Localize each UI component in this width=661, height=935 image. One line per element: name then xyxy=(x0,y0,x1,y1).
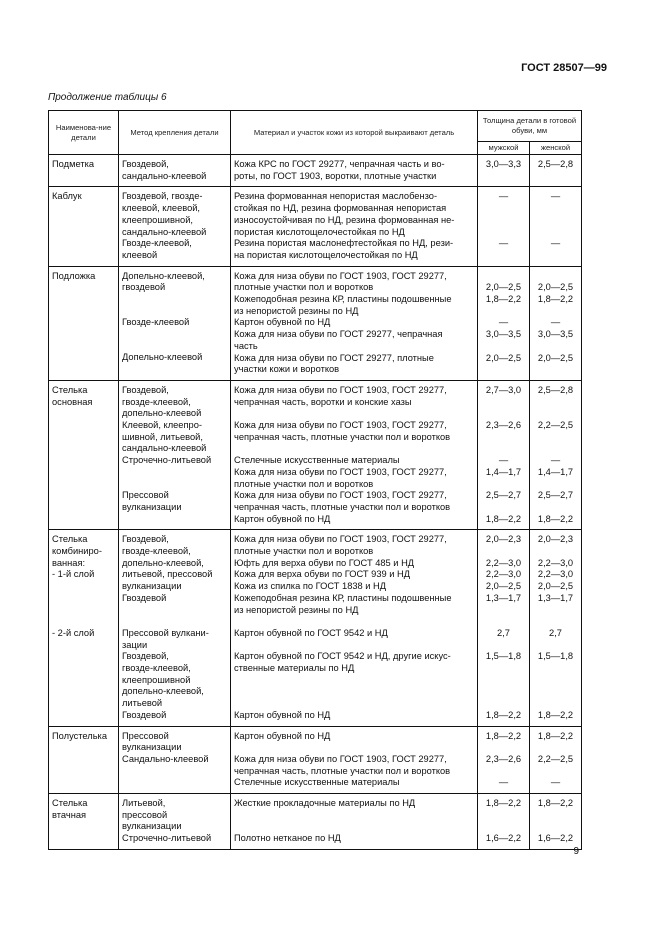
cell-text-line: 1,8—2,2 xyxy=(537,294,574,305)
cell-text-line: Картон обувной по НД xyxy=(234,317,331,328)
cell-text-line xyxy=(533,226,578,238)
cell-text-line xyxy=(481,443,526,455)
cell-text-line: литьевой xyxy=(122,698,163,709)
cell-text-line: Юфть для верха обуви по ГОСТ 485 и НД xyxy=(234,557,415,568)
cell-text-line xyxy=(533,675,578,687)
cell-text-line: 2,0—2,5 xyxy=(485,282,522,293)
cell-text-line xyxy=(234,443,474,455)
cell-text-line: Кожа для низа обуви по ГОСТ 1903, ГОСТ 29277, xyxy=(234,753,447,764)
cell-text-line: Каблук xyxy=(52,191,82,202)
cell-text-line: Кожа для низа обуви по ГОСТ 1903, ГОСТ 29277, xyxy=(234,490,447,501)
cell-text-line: вулканизации xyxy=(122,821,182,832)
cell-text-line: Кожа для низа обуви по ГОСТ 1903, ГОСТ 29277, xyxy=(234,420,447,431)
cell-text-line: Клеевой, клеепро- xyxy=(122,420,202,431)
cell-text-line xyxy=(122,294,227,306)
cell-text-line xyxy=(52,593,115,605)
cell-text-line xyxy=(122,514,227,526)
cell-text-line: 2,2—2,5 xyxy=(537,753,574,764)
cell-text-line xyxy=(481,675,526,687)
cell-text-line: 1,8—2,2 xyxy=(537,798,574,809)
cell-text-line: допельно-клеевой xyxy=(122,408,202,419)
method-cell xyxy=(119,380,231,529)
female-thickness-cell xyxy=(530,187,582,266)
cell-text-line: — xyxy=(498,191,509,202)
cell-text-line xyxy=(234,408,474,420)
cell-text-line xyxy=(481,605,526,617)
cell-text-line: 2,0—2,5 xyxy=(485,352,522,363)
cell-text-line: - 2-й слой xyxy=(52,627,95,638)
cell-text-line: Прессовой xyxy=(122,490,169,501)
cell-text-line: Кожа для низа обуви по ГОСТ 1903, ГОСТ 29277, xyxy=(234,270,447,281)
cell-text-line: вулканизации xyxy=(122,501,182,512)
header-thickness: Толщина детали в готовой обуви, мм xyxy=(478,111,582,142)
cell-text-line xyxy=(122,341,227,353)
cell-text-line: шивной, литьевой, xyxy=(122,431,203,442)
cell-text-line: допельно-клеевой, xyxy=(122,686,204,697)
cell-text-line: Картон обувной по НД xyxy=(234,513,331,524)
cell-text-line xyxy=(52,640,115,652)
cell-text-line xyxy=(533,364,578,376)
header-name: Наименова-ние детали xyxy=(49,111,119,155)
cell-text-line xyxy=(481,203,526,215)
cell-text-line: Резина формованная непористая маслобензо- xyxy=(234,191,438,202)
cell-text-line: 2,0—2,5 xyxy=(485,581,522,592)
table-row xyxy=(49,726,582,794)
cell-text-line: Кожа КРС по ГОСТ 29277, чепрачная часть и во- xyxy=(234,159,445,169)
cell-text-line: вулканизации xyxy=(122,742,182,753)
table-row xyxy=(49,187,582,266)
female-thickness-cell xyxy=(530,380,582,529)
cell-text-line: чепрачная часть, плотные участки пол и воротков xyxy=(234,765,451,776)
cell-text-line xyxy=(533,810,578,822)
cell-text-line: сандально-клеевой xyxy=(122,443,207,454)
cell-text-line xyxy=(52,605,115,617)
cell-text-line: 1,3—1,7 xyxy=(537,592,574,603)
cell-text-line: Стелька xyxy=(52,384,88,395)
header-material: Материал и участок кожи из которой выкраивают деталь xyxy=(231,111,478,155)
material-cell xyxy=(231,794,478,850)
cell-text-line: Допельно-клеевой, xyxy=(122,270,205,281)
page-number: 9 xyxy=(573,846,579,857)
cell-text-line: гвоздевой xyxy=(122,282,166,293)
cell-text-line: — xyxy=(498,455,509,466)
cell-text-line: Прессовой вулкани- xyxy=(122,627,209,638)
cell-text-line: гвозде-клеевой, xyxy=(122,546,191,557)
cell-text-line xyxy=(481,810,526,822)
cell-text-line xyxy=(481,686,526,698)
cell-text-line: комбиниро- xyxy=(52,546,102,557)
cell-text-line xyxy=(481,766,526,778)
cell-text-line: 2,0—2,5 xyxy=(537,352,574,363)
cell-text-line: 2,5—2,7 xyxy=(537,490,574,501)
method-cell xyxy=(119,726,231,794)
cell-text-line: 2,5—2,7 xyxy=(485,490,522,501)
cell-text-line xyxy=(533,616,578,628)
cell-text-line: 1,8—2,2 xyxy=(485,513,522,524)
header-female: женской xyxy=(530,142,582,155)
cell-text-line: участки кожи и воротков xyxy=(234,364,340,375)
cell-text-line: Гвоздe-клеевой, xyxy=(122,238,192,249)
cell-text-line xyxy=(234,640,474,652)
cell-text-line xyxy=(533,479,578,491)
cell-text-line: часть xyxy=(234,340,258,351)
cell-text-line: 2,7 xyxy=(497,627,510,638)
cell-text-line: 2,0—2,5 xyxy=(537,282,574,293)
cell-text-line: 2,7—3,0 xyxy=(485,384,522,395)
cell-text-line: 1,8—2,2 xyxy=(485,798,522,809)
cell-text-line xyxy=(533,250,578,262)
cell-text-line xyxy=(234,698,474,710)
name-cell xyxy=(49,794,119,850)
cell-text-line xyxy=(533,686,578,698)
cell-text-line xyxy=(481,250,526,262)
cell-text-line: Строчечно-литьевой xyxy=(122,455,212,466)
male-thickness-cell xyxy=(478,155,530,187)
cell-text-line xyxy=(52,675,115,687)
cell-text-line xyxy=(533,306,578,318)
male-thickness-cell xyxy=(478,380,530,529)
material-cell xyxy=(231,530,478,726)
cell-text-line: — xyxy=(550,777,561,788)
cell-text-line: Кожеподобная резина КР, пластины подошвенные xyxy=(234,592,452,603)
cell-text-line: ственные материалы по НД xyxy=(234,663,355,674)
cell-text-line: пористая кислотощелочестойкая по НД xyxy=(234,226,405,237)
table-row xyxy=(49,155,582,187)
cell-text-line: роты, по ГОСТ 1903, воротки, плотные участки xyxy=(234,170,437,181)
cell-text-line xyxy=(533,640,578,652)
cell-text-line: Допельно-клеевой xyxy=(122,352,203,363)
method-cell xyxy=(119,187,231,266)
cell-text-line xyxy=(481,502,526,514)
cell-text-line xyxy=(481,546,526,558)
cell-text-line xyxy=(533,502,578,514)
cell-text-line: на пористая кислотощелочестойкая по НД xyxy=(234,249,418,260)
cell-text-line: Гвозде-клеевой xyxy=(122,317,190,328)
cell-text-line xyxy=(481,742,526,754)
cell-text-line xyxy=(533,821,578,833)
cell-text-line: Литьевой, xyxy=(122,798,166,809)
cell-text-line: Стелечные искусственные материалы xyxy=(234,777,400,788)
cell-text-line xyxy=(52,581,115,593)
cell-text-line xyxy=(481,640,526,652)
cell-text-line: Гвоздевой, xyxy=(122,384,169,395)
cell-text-line: Строчечно-литьевой xyxy=(122,833,212,844)
cell-text-line xyxy=(481,408,526,420)
cell-text-line: плотные участки пол и воротков xyxy=(234,282,374,293)
cell-text-line xyxy=(481,821,526,833)
cell-text-line: литьевой, прессовой xyxy=(122,569,213,580)
cell-text-line xyxy=(122,467,227,479)
cell-text-line xyxy=(481,663,526,675)
male-thickness-cell xyxy=(478,726,530,794)
cell-text-line: чепрачная часть, плотные участки пол и воротков xyxy=(234,431,451,442)
material-cell xyxy=(231,380,478,529)
method-cell xyxy=(119,794,231,850)
material-cell xyxy=(231,155,478,187)
cell-text-line xyxy=(52,698,115,710)
cell-text-line: 2,7 xyxy=(549,627,562,638)
male-thickness-cell xyxy=(478,530,530,726)
material-cell xyxy=(231,726,478,794)
cell-text-line: Гвоздевой, xyxy=(122,651,169,662)
cell-text-line xyxy=(481,341,526,353)
cell-text-line xyxy=(122,766,227,778)
female-thickness-cell xyxy=(530,530,582,726)
cell-text-line: Стелечные искусственные материалы xyxy=(234,455,400,466)
cell-text-line: стойкая по НД, резина формованная непористая xyxy=(234,203,447,214)
cell-text-line: 2,0—2,5 xyxy=(537,581,574,592)
cell-text-line xyxy=(234,675,474,687)
material-cell xyxy=(231,187,478,266)
cell-text-line: 3,0—3,5 xyxy=(485,329,522,340)
cell-text-line: Картон обувной по ГОСТ 9542 и НД, другие искус- xyxy=(234,651,451,662)
cell-text-line: 1,6—2,2 xyxy=(537,833,574,844)
male-thickness-cell xyxy=(478,794,530,850)
cell-text-line xyxy=(533,432,578,444)
cell-text-line: чепрачная часть, воротки и конские хазы xyxy=(234,396,412,407)
cell-text-line xyxy=(234,821,474,833)
cell-text-line: Кожа для верха обуви по ГОСТ 939 и НД xyxy=(234,569,411,580)
cell-text-line xyxy=(481,432,526,444)
cell-text-line: 2,2—3,0 xyxy=(485,557,522,568)
cell-text-line xyxy=(481,306,526,318)
material-cell xyxy=(231,266,478,380)
cell-text-line: гвозде-клеевой, xyxy=(122,663,191,674)
cell-text-line: допельно-клеевой, xyxy=(122,557,204,568)
cell-text-line xyxy=(52,663,115,675)
cell-text-line: 1,8—2,2 xyxy=(537,730,574,741)
cell-text-line: Сандально-клеевой xyxy=(122,753,209,764)
cell-text-line xyxy=(533,341,578,353)
cell-text-line: сандально-клеевой xyxy=(122,170,207,181)
cell-text-line xyxy=(481,616,526,628)
cell-text-line: Гвоздевой xyxy=(122,592,167,603)
cell-text-line: Стелька xyxy=(52,534,88,545)
cell-text-line: зации xyxy=(122,639,148,650)
cell-text-line: Жесткие прокладочные материалы по НД xyxy=(234,798,416,809)
method-cell xyxy=(119,155,231,187)
cell-text-line xyxy=(234,616,474,628)
cell-text-line: — xyxy=(550,455,561,466)
cell-text-line: 1,4—1,7 xyxy=(485,466,522,477)
cell-text-line: 2,2—3,0 xyxy=(537,557,574,568)
cell-text-line xyxy=(481,364,526,376)
cell-text-line xyxy=(533,397,578,409)
cell-text-line: 2,5—2,8 xyxy=(537,159,574,169)
cell-text-line: 1,5—1,8 xyxy=(485,651,522,662)
cell-text-line xyxy=(533,663,578,675)
cell-text-line: 2,0—2,3 xyxy=(485,534,522,545)
cell-text-line: сандально-клеевой xyxy=(122,226,207,237)
male-thickness-cell xyxy=(478,266,530,380)
cell-text-line xyxy=(122,329,227,341)
name-cell xyxy=(49,530,119,726)
cell-text-line xyxy=(481,226,526,238)
cell-text-line: 2,2—3,0 xyxy=(537,569,574,580)
cell-text-line xyxy=(52,616,115,628)
cell-text-line: Кожа для низа обуви по ГОСТ 29277, чепрачная xyxy=(234,329,443,340)
cell-text-line: Гвоздевой, гвозде- xyxy=(122,191,203,202)
cell-text-line: Кожа для низа обуви по ГОСТ 1903, ГОСТ 29277, xyxy=(234,466,447,477)
cell-text-line: Кожа для низа обуви по ГОСТ 1903, ГОСТ 29277, xyxy=(234,534,447,545)
cell-text-line: 1,4—1,7 xyxy=(537,466,574,477)
table-row xyxy=(49,794,582,850)
table-row xyxy=(49,530,582,726)
method-cell xyxy=(119,530,231,726)
standard-number: ГОСТ 28507—99 xyxy=(521,62,607,74)
cell-text-line: 1,8—2,2 xyxy=(485,730,522,741)
cell-text-line xyxy=(122,364,227,376)
cell-text-line: Кожа для низа обуви по ГОСТ 29277, плотные xyxy=(234,352,434,363)
cell-text-line: клеепрошивной xyxy=(122,674,191,685)
cell-text-line: клеевой, клеевой, xyxy=(122,203,201,214)
header-method: Метод крепления детали xyxy=(119,111,231,155)
cell-text-line xyxy=(234,810,474,822)
cell-text-line xyxy=(533,742,578,754)
cell-text-line: 1,8—2,2 xyxy=(537,709,574,720)
cell-text-line: 1,3—1,7 xyxy=(485,592,522,603)
cell-text-line: ванная: xyxy=(52,557,86,568)
cell-text-line: 2,2—2,5 xyxy=(537,420,574,431)
cell-text-line: 1,8—2,2 xyxy=(485,709,522,720)
cell-text-line xyxy=(122,605,227,617)
cell-text-line xyxy=(533,271,578,283)
male-thickness-cell xyxy=(478,187,530,266)
cell-text-line xyxy=(533,546,578,558)
cell-text-line: клеепрошивной, xyxy=(122,214,193,225)
name-cell xyxy=(49,155,119,187)
cell-text-line: гвозде-клеевой, xyxy=(122,396,191,407)
cell-text-line: — xyxy=(498,777,509,788)
cell-text-line xyxy=(122,479,227,491)
table-caption: Продолжение таблицы 6 xyxy=(48,92,167,103)
cell-text-line: Гвоздевой, xyxy=(122,159,169,169)
cell-text-line: 2,2—3,0 xyxy=(485,569,522,580)
cell-text-line: Картон обувной по НД xyxy=(234,709,331,720)
cell-text-line xyxy=(122,306,227,318)
table-row xyxy=(49,380,582,529)
cell-text-line xyxy=(234,742,474,754)
cell-text-line xyxy=(122,616,227,628)
cell-text-line xyxy=(533,203,578,215)
cell-text-line: Картон обувной по ГОСТ 9542 и НД xyxy=(234,627,388,638)
cell-text-line: Кожа из спилка по ГОСТ 1838 и НД xyxy=(234,581,387,592)
cell-text-line: 2,3—2,6 xyxy=(485,420,522,431)
cell-text-line xyxy=(533,408,578,420)
cell-text-line: Гвоздевой, xyxy=(122,534,169,545)
cell-text-line: Подложка xyxy=(52,270,96,281)
cell-text-line: основная xyxy=(52,396,93,407)
cell-text-line xyxy=(481,479,526,491)
female-thickness-cell xyxy=(530,155,582,187)
cell-text-line xyxy=(52,651,115,663)
cell-text-line: износоустойчивая по НД, резина формованная не- xyxy=(234,214,455,225)
cell-text-line: Картон обувной по НД xyxy=(234,730,331,741)
name-cell xyxy=(49,266,119,380)
cell-text-line xyxy=(234,686,474,698)
female-thickness-cell xyxy=(530,726,582,794)
cell-text-line xyxy=(533,698,578,710)
cell-text-line: Прессовой xyxy=(122,730,169,741)
method-cell xyxy=(119,266,231,380)
female-thickness-cell xyxy=(530,266,582,380)
cell-text-line: 3,0—3,3 xyxy=(485,159,522,169)
cell-text-line xyxy=(481,698,526,710)
cell-text-line xyxy=(533,443,578,455)
cell-text-line: прессовой xyxy=(122,809,168,820)
cell-text-line: 1,6—2,2 xyxy=(485,833,522,844)
cell-text-line xyxy=(533,215,578,227)
cell-text-line: 2,5—2,8 xyxy=(537,384,574,395)
cell-text-line: Подметка xyxy=(52,159,95,169)
header-male: мужской xyxy=(478,142,530,155)
cell-text-line: втачная xyxy=(52,809,87,820)
cell-text-line xyxy=(481,397,526,409)
table-row xyxy=(49,266,582,380)
cell-text-line: из непористой резины по НД xyxy=(234,604,359,615)
cell-text-line: чепрачная часть, плотные участки пол и воротков xyxy=(234,501,451,512)
cell-text-line: Полотно нетканое по НД xyxy=(234,833,341,844)
name-cell xyxy=(49,187,119,266)
data-table xyxy=(48,110,582,850)
cell-text-line: Полустелька xyxy=(52,730,107,741)
cell-text-line xyxy=(481,215,526,227)
cell-text-line: 2,0—2,3 xyxy=(537,534,574,545)
cell-text-line: плотные участки пол и воротков xyxy=(234,546,374,557)
cell-text-line: Кожа для низа обуви по ГОСТ 1903, ГОСТ 29277, xyxy=(234,384,447,395)
female-thickness-cell xyxy=(530,794,582,850)
name-cell xyxy=(49,380,119,529)
cell-text-line: из непористой резины по НД xyxy=(234,305,359,316)
name-cell xyxy=(49,726,119,794)
cell-text-line: 2,3—2,6 xyxy=(485,753,522,764)
cell-text-line xyxy=(122,777,227,789)
cell-text-line: — xyxy=(498,317,509,328)
cell-text-line: вулканизации xyxy=(122,581,182,592)
cell-text-line xyxy=(52,686,115,698)
cell-text-line: — xyxy=(550,238,561,249)
cell-text-line xyxy=(533,605,578,617)
cell-text-line: 1,5—1,8 xyxy=(537,651,574,662)
table-body xyxy=(49,155,582,850)
cell-text-line: клеевой xyxy=(122,249,158,260)
cell-text-line: 1,8—2,2 xyxy=(485,294,522,305)
cell-text-line: - 1-й слой xyxy=(52,569,95,580)
cell-text-line: Кожеподобная резина КР, пластины подошвенные xyxy=(234,294,452,305)
cell-text-line: Резина пористая маслонефтестойкая по НД, рези- xyxy=(234,238,454,249)
cell-text-line: 1,8—2,2 xyxy=(537,513,574,524)
cell-text-line: — xyxy=(550,191,561,202)
cell-text-line xyxy=(481,271,526,283)
cell-text-line: 3,0—3,5 xyxy=(537,329,574,340)
cell-text-line: — xyxy=(550,317,561,328)
cell-text-line: Стелька xyxy=(52,798,88,809)
cell-text-line xyxy=(533,766,578,778)
cell-text-line: Гвоздевой xyxy=(122,709,167,720)
cell-text-line: плотные участки пол и воротков xyxy=(234,478,374,489)
cell-text-line: — xyxy=(498,238,509,249)
